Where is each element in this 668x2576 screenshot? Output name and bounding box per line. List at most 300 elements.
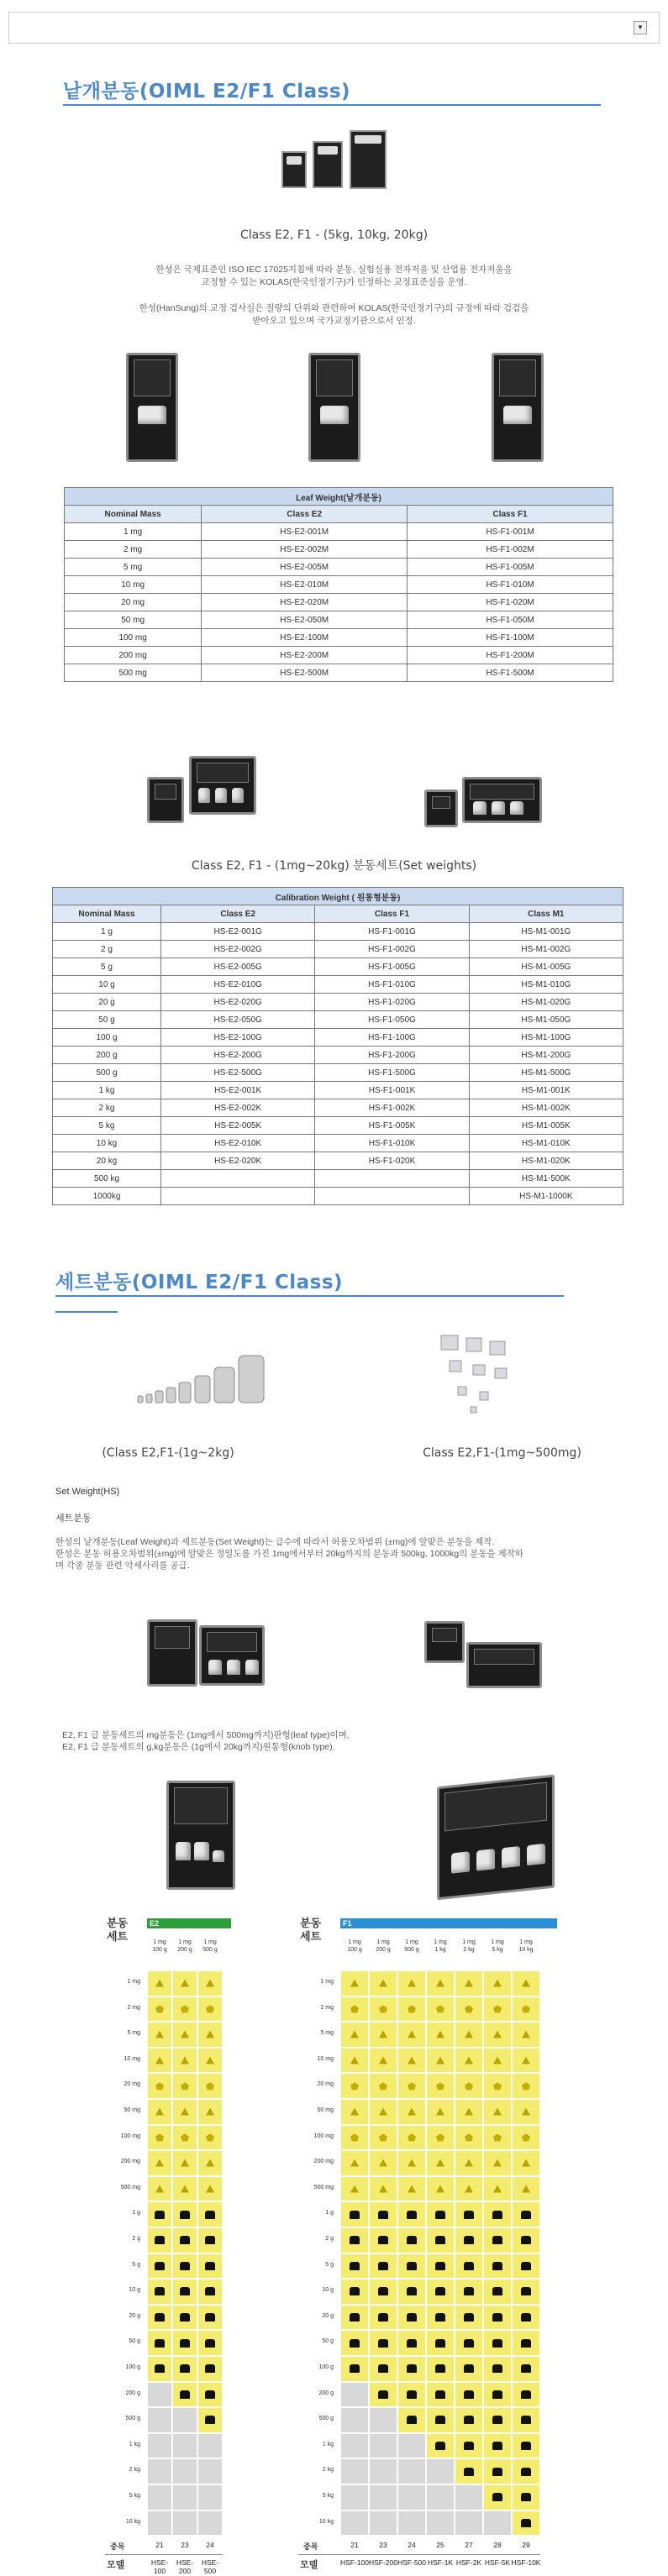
grid-cell [455, 2484, 483, 2510]
set-caption-left: (Class E2,F1-(1g~2kg) [102, 1446, 234, 1460]
leaf-table-cell: HS-F1-001M [408, 523, 613, 541]
grid-cell [483, 2022, 512, 2048]
grid-cell [369, 2073, 397, 2099]
triangle-plate-icon [379, 2031, 387, 2038]
grid-cell [172, 2227, 197, 2253]
leaf-weight-table [64, 487, 613, 682]
grid-cell [147, 2022, 172, 2048]
grid-cell [426, 2201, 455, 2227]
grid-cell [455, 2458, 483, 2484]
calib-table-cell: HS-F1-050G [315, 1011, 469, 1029]
grid-cell [455, 2099, 483, 2125]
leaf-table-title: Leaf Weight(낱개분동) [65, 488, 613, 506]
grid-cell [172, 2305, 197, 2331]
grid-cell [369, 2484, 397, 2510]
calib-table-cell: 100 g [53, 1029, 161, 1047]
pentagon-plate-icon [206, 2082, 214, 2090]
calib-table-cell: 200 g [53, 1047, 161, 1064]
column-header [369, 1939, 397, 1954]
leaf-table-cell: HS-F1-020M [408, 594, 613, 611]
grid-cell [147, 2227, 172, 2253]
triangle-plate-icon [436, 2057, 444, 2064]
weight-mark-icon [205, 2416, 215, 2424]
weight-mark-icon [180, 2262, 190, 2270]
weight-mark-icon [407, 2364, 417, 2373]
weight-mark-icon [378, 2262, 388, 2270]
weight-mark-icon [205, 2339, 215, 2348]
leaf-table-cell: HS-F1-100M [408, 629, 613, 647]
grid-cell [197, 2099, 223, 2125]
grid-cell [512, 1970, 540, 1996]
triangle-plate-icon [206, 2057, 214, 2064]
weight-mark-icon [521, 2364, 531, 2373]
grid-cell [172, 2356, 197, 2382]
grid-cell [512, 2125, 540, 2151]
grid-cell [426, 2176, 455, 2202]
grid-cell [397, 2330, 426, 2356]
calib-table-row [53, 976, 623, 994]
leaf-caption: Class E2, F1 - (5kg, 10kg, 20kg) [239, 228, 429, 242]
weight-mark-icon [521, 2390, 531, 2399]
calib-table-cell: HS-E2-020G [161, 994, 315, 1011]
grid-cell [369, 2227, 397, 2253]
set-weight-label: Set Weight(HS) [55, 1487, 120, 1497]
weight-mark-icon [155, 2339, 165, 2348]
weight-mark-icon [464, 2442, 474, 2450]
set-note-line1: E2, F1 급 분동세트의 mg분동은 (1mg에서 500mg까지)판형(leaf type)이며, [62, 1730, 350, 1740]
grid-cell [340, 1970, 369, 1996]
weight-case-photo-2 [308, 353, 360, 462]
grid-cell [197, 2330, 223, 2356]
calib-table-row [53, 1117, 623, 1135]
grid-cell [147, 2484, 172, 2510]
grid-cell [172, 1970, 197, 1996]
grid-cell [340, 1996, 369, 2023]
grid-cell [147, 1970, 172, 1996]
triangle-plate-icon [181, 2108, 189, 2116]
grid-cell [426, 2458, 455, 2484]
grid-cell [197, 2227, 223, 2253]
column-header-line: 1 mg [178, 1939, 192, 1945]
grid-cell [483, 2330, 512, 2356]
grid-cell [369, 2382, 397, 2408]
weight-mark-icon [378, 2211, 388, 2219]
grid-cell [455, 2048, 483, 2074]
row-label: 50 mg [317, 2107, 334, 2113]
triangle-plate-icon [436, 2159, 444, 2167]
set-paragraph [55, 1536, 635, 1571]
leaf-table-row [65, 629, 613, 647]
row-label: 500 mg [120, 2184, 140, 2190]
dropdown-arrow-icon[interactable]: ▼ [634, 21, 647, 34]
count-value: 23 [379, 2541, 387, 2550]
model-name: HSF-200 [368, 2558, 397, 2568]
calib-table-cell: HS-M1-020G [469, 994, 623, 1011]
pentagon-plate-icon [379, 2005, 387, 2012]
calib-table-cell: HS-M1-001G [469, 923, 623, 941]
set-case-photo-3 [147, 1613, 265, 1692]
triangle-plate-icon [436, 2031, 444, 2038]
weight-mark-icon [521, 2339, 531, 2348]
calib-table-cell [315, 1188, 469, 1205]
column-header-line: 1 mg [519, 1939, 533, 1945]
weight-mark-icon [492, 2442, 502, 2450]
triangle-plate-icon [379, 2057, 387, 2064]
triangle-plate-icon [155, 2159, 164, 2167]
column-header-line: 1 kg [434, 1947, 446, 1953]
weight-mark-icon [435, 2262, 445, 2270]
set-para-line3: 며 각종 분동 관련 악세사리를 공급. [55, 1561, 190, 1571]
column-header [172, 1939, 197, 1954]
triangle-plate-icon [493, 2031, 502, 2038]
leaf-table-cell: 20 mg [65, 594, 202, 611]
weight-mark-icon [521, 2287, 531, 2295]
grid-cell [197, 2407, 223, 2433]
grid-cell [147, 2125, 172, 2151]
pentagon-plate-icon [181, 2082, 189, 2090]
weight-mark-icon [464, 2364, 474, 2373]
weight-mark-icon [350, 2211, 360, 2219]
leaf-table-cell: HS-E2-005M [202, 559, 408, 576]
triangle-plate-icon [522, 2185, 530, 2193]
calib-table-header-2: Class F1 [315, 905, 469, 923]
triangle-plate-icon [181, 1980, 189, 1987]
grid-cell [455, 2433, 483, 2459]
triangle-plate-icon [522, 1980, 530, 1987]
calib-table-cell: 500 kg [53, 1170, 161, 1188]
row-label: 5 mg [320, 2030, 334, 2037]
calib-table-cell: 20 g [53, 994, 161, 1011]
row-label: 1 g [132, 2210, 140, 2217]
grid-group-title [107, 1917, 128, 1944]
leaf-table-row [65, 541, 613, 559]
row-label: 1 kg [129, 2441, 140, 2447]
grid-cell [340, 2458, 369, 2484]
weight-mark-icon [435, 2390, 445, 2399]
grid-cell [197, 2253, 223, 2280]
calib-table-cell: HS-E2-002K [161, 1099, 315, 1117]
weight-mark-icon [407, 2339, 417, 2348]
calib-table-cell: HS-M1-005K [469, 1117, 623, 1135]
leaf-table-row [65, 611, 613, 629]
weight-mark-icon [378, 2339, 388, 2348]
calib-table-cell: HS-F1-002K [315, 1099, 469, 1117]
grid-cell [397, 2382, 426, 2408]
pentagon-plate-icon [465, 2005, 473, 2012]
grid-cell [426, 2356, 455, 2382]
weight-mark-icon [350, 2364, 360, 2373]
grid-cell [512, 2150, 540, 2176]
grid-cell [340, 2099, 369, 2125]
leaf-table-header-1: Class E2 [202, 506, 408, 523]
row-label: 10 kg [318, 2518, 334, 2525]
grid-cell [426, 2022, 455, 2048]
weight-mark-icon [464, 2262, 474, 2270]
row-label: 500 g [125, 2416, 140, 2422]
grid-cell [147, 2150, 172, 2176]
grid-title-line2: 세트 [107, 1930, 129, 1943]
calib-table-cell: HS-F1-005K [315, 1117, 469, 1135]
grid-cell [397, 2510, 426, 2537]
leaf-table-cell: HS-E2-500M [202, 664, 408, 682]
grid-cell [172, 2433, 197, 2459]
pentagon-plate-icon [408, 2005, 416, 2012]
grid-cell [147, 1996, 172, 2023]
triangle-plate-icon [155, 2031, 164, 2038]
triangle-plate-icon [408, 2108, 416, 2116]
top-select-bar[interactable] [8, 12, 660, 44]
calib-table-cell: HS-M1-500K [469, 1170, 623, 1188]
weight-mark-icon [464, 2211, 474, 2219]
grid-title-line1: 분동 [107, 1917, 129, 1929]
grid-cell [426, 2150, 455, 2176]
leaf-table-cell: 2 mg [65, 541, 202, 559]
leaf-table-cell: HS-E2-002M [202, 541, 408, 559]
grid-cell [147, 2356, 172, 2382]
weight-mark-icon [180, 2390, 190, 2399]
grid-cell [369, 2125, 397, 2151]
grid-cell [340, 2433, 369, 2459]
count-value: 21 [155, 2541, 164, 2550]
leaf-table-row [65, 559, 613, 576]
calib-table-row [53, 1135, 623, 1152]
grid-cell [172, 2510, 197, 2537]
grid-cell [397, 2022, 426, 2048]
set-case-photo-5 [166, 1781, 235, 1890]
weight-mark-icon [180, 2339, 190, 2348]
grid-cell [147, 2048, 172, 2074]
column-header-line: 1 mg [203, 1939, 217, 1945]
calib-table-cell: HS-M1-001K [469, 1082, 623, 1099]
grid-cell [512, 2407, 540, 2433]
triangle-plate-icon [350, 2057, 359, 2064]
weight-mark-icon [492, 2364, 502, 2373]
weight-mark-icon [435, 2287, 445, 2295]
row-label: 50 g [129, 2338, 140, 2345]
class-f1-label: F1 [340, 1918, 557, 1928]
triangle-plate-icon [379, 2185, 387, 2193]
row-label: 200 g [318, 2390, 334, 2396]
pentagon-plate-icon [493, 2082, 502, 2090]
column-header-line: 200 g [376, 1947, 391, 1953]
grid-title-line1: 분동 [300, 1917, 322, 1929]
grid-cell [397, 2279, 426, 2305]
calib-table-row [53, 1029, 623, 1047]
row-label: 100 g [125, 2364, 140, 2370]
grid-cell [197, 2382, 223, 2408]
weight-mark-icon [521, 2468, 531, 2476]
weight-mark-icon [350, 2287, 360, 2295]
grid-cell [340, 2227, 369, 2253]
row-label: 10 mg [317, 2055, 334, 2062]
calib-table-cell: 1 g [53, 923, 161, 941]
pentagon-plate-icon [493, 2133, 502, 2141]
column-header [426, 1939, 455, 1954]
title-underline [55, 1295, 564, 1297]
pentagon-plate-icon [350, 2133, 359, 2141]
grid-cell [172, 2484, 197, 2510]
grid-cell [369, 2279, 397, 2305]
pentagon-plate-icon [522, 2082, 530, 2090]
weight-mark-icon [155, 2211, 165, 2219]
calib-table-header-0: Nominal Mass [53, 905, 161, 923]
grid-cell [369, 2305, 397, 2331]
grid-cell [172, 2048, 197, 2074]
pentagon-plate-icon [522, 2005, 530, 2012]
calib-table-cell: HS-F1-020K [315, 1152, 469, 1170]
weight-mark-icon [521, 2519, 531, 2527]
grid-cell [397, 2125, 426, 2151]
calib-table-cell: HS-M1-500G [469, 1064, 623, 1082]
grid-cell [455, 2073, 483, 2099]
calib-table-header-1: Class E2 [161, 905, 315, 923]
weight-mark-icon [492, 2211, 502, 2219]
calib-table-cell: HS-F1-500G [315, 1064, 469, 1082]
weight-mark-icon [205, 2236, 215, 2244]
grid-cell [426, 2125, 455, 2151]
calib-table-row [53, 1011, 623, 1029]
column-header-line: 200 g [177, 1947, 192, 1953]
calib-table-cell: 50 g [53, 1011, 161, 1029]
grid-cell [483, 2176, 512, 2202]
weight-mark-icon [435, 2313, 445, 2322]
grid-cell [147, 2279, 172, 2305]
set-note-line2: E2, F1 급 분동세트의 g,kg분동은 (1g에서 20kg까지)원통형(knob type). [62, 1742, 335, 1752]
row-label: 100 g [318, 2364, 334, 2370]
grid-cell [397, 2201, 426, 2227]
grid-cell [147, 2201, 172, 2227]
grid-cell [340, 2382, 369, 2408]
triangle-plate-icon [465, 1980, 473, 1987]
model-name: HSE-100 [150, 2558, 169, 2576]
weight-mark-icon [435, 2416, 445, 2424]
leaf-table-header-2: Class F1 [408, 506, 613, 523]
calib-table-cell: 2 kg [53, 1099, 161, 1117]
weight-mark-icon [378, 2313, 388, 2322]
calib-table-cell: HS-E2-200G [161, 1047, 315, 1064]
triangle-plate-icon [465, 2185, 473, 2193]
model-name: HSE-500 [201, 2558, 219, 2576]
weight-mark-icon [435, 2211, 445, 2219]
triangle-plate-icon [181, 2185, 189, 2193]
leaf-paragraph-2 [0, 302, 668, 328]
count-value: 24 [408, 2541, 416, 2550]
grid-cell [369, 2433, 397, 2459]
pentagon-plate-icon [522, 2133, 530, 2141]
grid-cell [340, 2510, 369, 2537]
grid-cell [147, 2099, 172, 2125]
pentagon-plate-icon [465, 2082, 473, 2090]
calib-table-cell: HS-F1-001G [315, 923, 469, 941]
grid-cell [397, 1970, 426, 1996]
row-label: 10 g [322, 2287, 334, 2294]
calib-table-cell: HS-E2-002G [161, 941, 315, 958]
triangle-plate-icon [465, 2159, 473, 2167]
pentagon-plate-icon [493, 2005, 502, 2012]
calib-table-cell: HS-M1-020K [469, 1152, 623, 1170]
weight-mark-icon [378, 2287, 388, 2295]
grid-cell [172, 2099, 197, 2125]
grid-cell [512, 2176, 540, 2202]
weight-mark-icon [407, 2390, 417, 2399]
leaf-table-row [65, 647, 613, 664]
grid-cell [426, 2073, 455, 2099]
pentagon-plate-icon [181, 2005, 189, 2012]
calib-table-cell: HS-M1-050G [469, 1011, 623, 1029]
grid-cell [147, 2330, 172, 2356]
calib-table-cell: HS-M1-005G [469, 958, 623, 976]
grid-cell [147, 2305, 172, 2331]
column-header-line: 1 mg [491, 1939, 504, 1945]
calib-table-cell [161, 1170, 315, 1188]
grid-cell [340, 2073, 369, 2099]
weight-mark-icon [492, 2287, 502, 2295]
leaf-plate-weights-icon [424, 1331, 525, 1419]
grid-cell [397, 2356, 426, 2382]
row-label: 5 kg [129, 2493, 140, 2499]
pentagon-plate-icon [206, 2133, 214, 2141]
weight-mark-icon [492, 2236, 502, 2244]
calib-table-cell: HS-M1-100G [469, 1029, 623, 1047]
triangle-plate-icon [155, 2108, 164, 2116]
grid-cell [426, 2433, 455, 2459]
grid-cell [147, 2253, 172, 2280]
grid-cell [483, 2048, 512, 2074]
grid-cell [455, 2253, 483, 2280]
grid-cell [512, 2048, 540, 2074]
grid-cell [197, 2510, 223, 2537]
calib-table-cell: HS-M1-010G [469, 976, 623, 994]
leaf-table-cell: HS-E2-100M [202, 629, 408, 647]
grid-cell [197, 2022, 223, 2048]
grid-group-title [300, 1917, 321, 1944]
row-label: 100 mg [120, 2133, 140, 2139]
leaf-table-cell: HS-F1-200M [408, 647, 613, 664]
leaf-table-cell: HS-F1-050M [408, 611, 613, 629]
weight-mark-icon [464, 2416, 474, 2424]
row-label: 50 mg [124, 2107, 140, 2113]
grid-cell [340, 2279, 369, 2305]
leaf-table-cell: 5 mg [65, 559, 202, 576]
grid-cell [172, 2073, 197, 2099]
grid-cell [455, 2279, 483, 2305]
row-label: 50 g [322, 2338, 334, 2345]
triangle-plate-icon [408, 2159, 416, 2167]
grid-cell [397, 2048, 426, 2074]
row-label: 2 g [325, 2236, 334, 2242]
calib-table-cell: HS-E2-010G [161, 976, 315, 994]
grid-cell [426, 2510, 455, 2537]
grid-cell [426, 2484, 455, 2510]
grid-cell [483, 2279, 512, 2305]
weight-mark-icon [205, 2287, 215, 2295]
leaf-table-cell: HS-E2-010M [202, 576, 408, 594]
set-para-line1: 한성의 낱개분동(Leaf Weight)과 세트분동(Set Weight)는 급수에 따라서 허용오차범위 (±mg)에 알맞은 분동을 제작. [55, 1537, 495, 1547]
triangle-plate-icon [350, 2031, 359, 2038]
triangle-plate-icon [206, 1980, 214, 1987]
set-weights-caption: Class E2, F1 - (1mg~20kg) 분동세트(Set weights) [191, 859, 477, 873]
column-header-line: 1 mg [348, 1939, 361, 1945]
pentagon-plate-icon [155, 2005, 164, 2012]
grid-cell [340, 2125, 369, 2151]
model-name: HSF-1K [427, 2558, 454, 2568]
leaf-table-cell: HS-F1-002M [408, 541, 613, 559]
leaf-table-cell: HS-F1-500M [408, 664, 613, 682]
calib-table-cell: 10 g [53, 976, 161, 994]
calib-table-cell: HS-E2-010K [161, 1135, 315, 1152]
calib-table-row [53, 1082, 623, 1099]
weight-mark-icon [205, 2390, 215, 2399]
